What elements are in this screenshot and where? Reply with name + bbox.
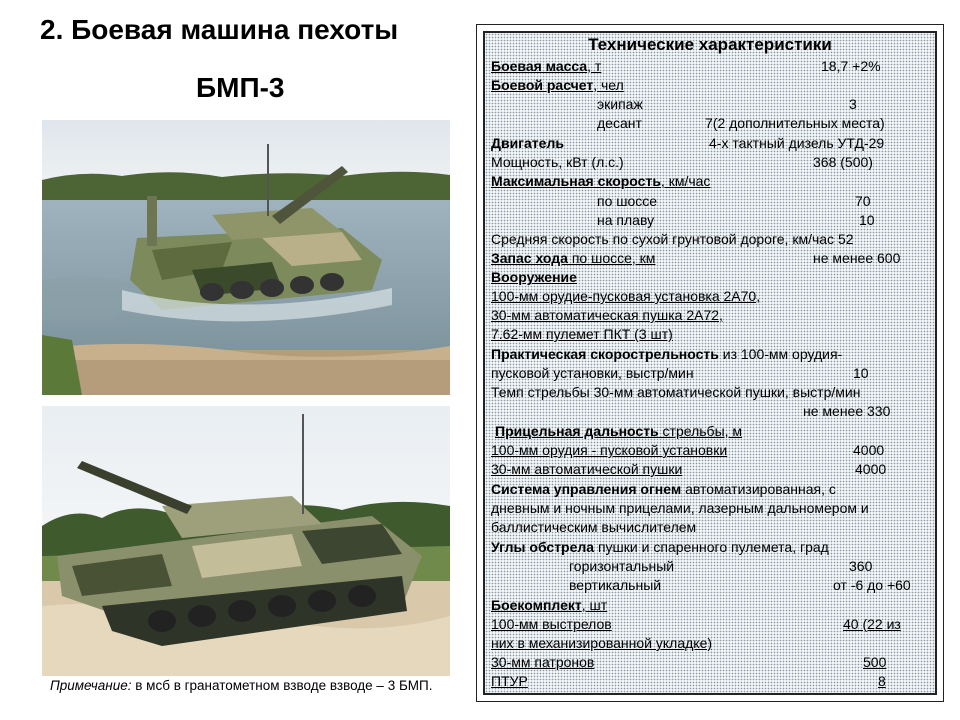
fcs-row: Система управления огнем автоматизированная, с	[491, 481, 836, 497]
engine-value: 4-х тактный дизель УТД-29	[709, 135, 885, 151]
aim-item: 30-мм автоматической пушки	[491, 461, 683, 477]
speed-water: на плаву	[597, 212, 655, 228]
speed-road: по шоссе	[597, 193, 658, 209]
angles-h-value: 360	[849, 558, 873, 574]
aim-item-value: 4000	[855, 461, 887, 477]
engine-label: Двигатель	[491, 135, 564, 151]
rof30-value: не менее 330	[803, 403, 891, 419]
armament-item: 100-мм орудие-пусковая установка 2А70,	[491, 288, 761, 304]
armament-item: 30-мм автоматическая пушка 2А72,	[491, 307, 723, 323]
ammo-100-text2: них в механизированной укладке)	[491, 635, 713, 651]
armament-item: 7.62-мм пулемет ПКТ (3 шт)	[491, 326, 673, 342]
speed-water-value: 10	[859, 212, 875, 228]
power-value: 368 (500)	[813, 154, 873, 170]
maxspeed-row: Максимальная скорость, км/час	[491, 173, 711, 189]
angles-v: вертикальный	[569, 577, 662, 593]
rof30-text: Темп стрельбы 30-мм автоматической пушки, выстр/мин	[491, 384, 861, 400]
angles-h: горизонтальный	[569, 558, 675, 574]
crew-ekipazh: экипаж	[597, 96, 643, 112]
ammo-30-value: 500	[863, 654, 887, 670]
crew-row: Боевой расчет, чел	[491, 77, 624, 93]
angles-row: Углы обстрела пушки и спаренного пулемета, град	[491, 539, 829, 555]
aim-row: Прицельная дальность стрельбы, м	[495, 423, 743, 439]
bmp3-water-photo	[42, 120, 450, 395]
power-label: Мощность, кВт (л.с.)	[491, 154, 624, 170]
angles-v-value: от -6 до +60	[833, 577, 911, 593]
specs-title: Технические характеристики	[588, 35, 832, 54]
speed-road-value: 70	[855, 193, 871, 209]
range-row: Запас хода по шоссе, км	[491, 250, 656, 266]
combat-mass-value: 18,7 +2%	[821, 58, 881, 74]
note-text: в мсб в гранатометном взводе взводе – 3 БМП.	[131, 678, 433, 693]
aim-item-value: 4000	[853, 442, 885, 458]
ammo-100-value: 40 (22 из	[843, 616, 901, 632]
bmp3-field-photo	[42, 406, 450, 676]
rof-row: Практическая скорострельность из 100-мм орудия-	[491, 346, 843, 362]
range-value: не менее 600	[813, 250, 901, 266]
ammo-100: 100-мм выстрелов	[491, 616, 612, 632]
armament-label: Вооружение	[491, 269, 577, 285]
ammo-row: Боекомплект, шт	[491, 597, 608, 613]
ammo-atgm: ПТУР	[491, 673, 528, 689]
ammo-atgm-value: 8	[878, 673, 886, 689]
crew-desant: десант	[597, 115, 642, 131]
aim-item: 100-мм орудия - пусковой установки	[491, 442, 728, 458]
specs-panel	[476, 24, 944, 702]
note	[50, 677, 450, 694]
avg-speed: Средняя скорость по сухой грунтовой дороге, км/час 52	[491, 231, 854, 247]
slide-title: 2. Боевая машина пехоты	[40, 14, 399, 45]
ammo-30: 30-мм патронов	[491, 654, 595, 670]
combat-mass-row: Боевая масса, т	[491, 58, 602, 74]
crew-desant-value: 7(2 дополнительных места)	[705, 115, 885, 131]
fcs-text2: дневным и ночным прицелами, лазерным дальномером и	[491, 500, 869, 516]
note-prefix: Примечание:	[50, 678, 132, 693]
rof-value: 10	[853, 365, 869, 381]
fcs-text3: баллистическим вычислителем	[491, 519, 697, 535]
crew-ekipazh-value: 3	[849, 96, 857, 112]
rof-text2: пусковой установки, выстр/мин	[491, 365, 694, 381]
slide-subtitle: БМП-3	[196, 72, 285, 103]
